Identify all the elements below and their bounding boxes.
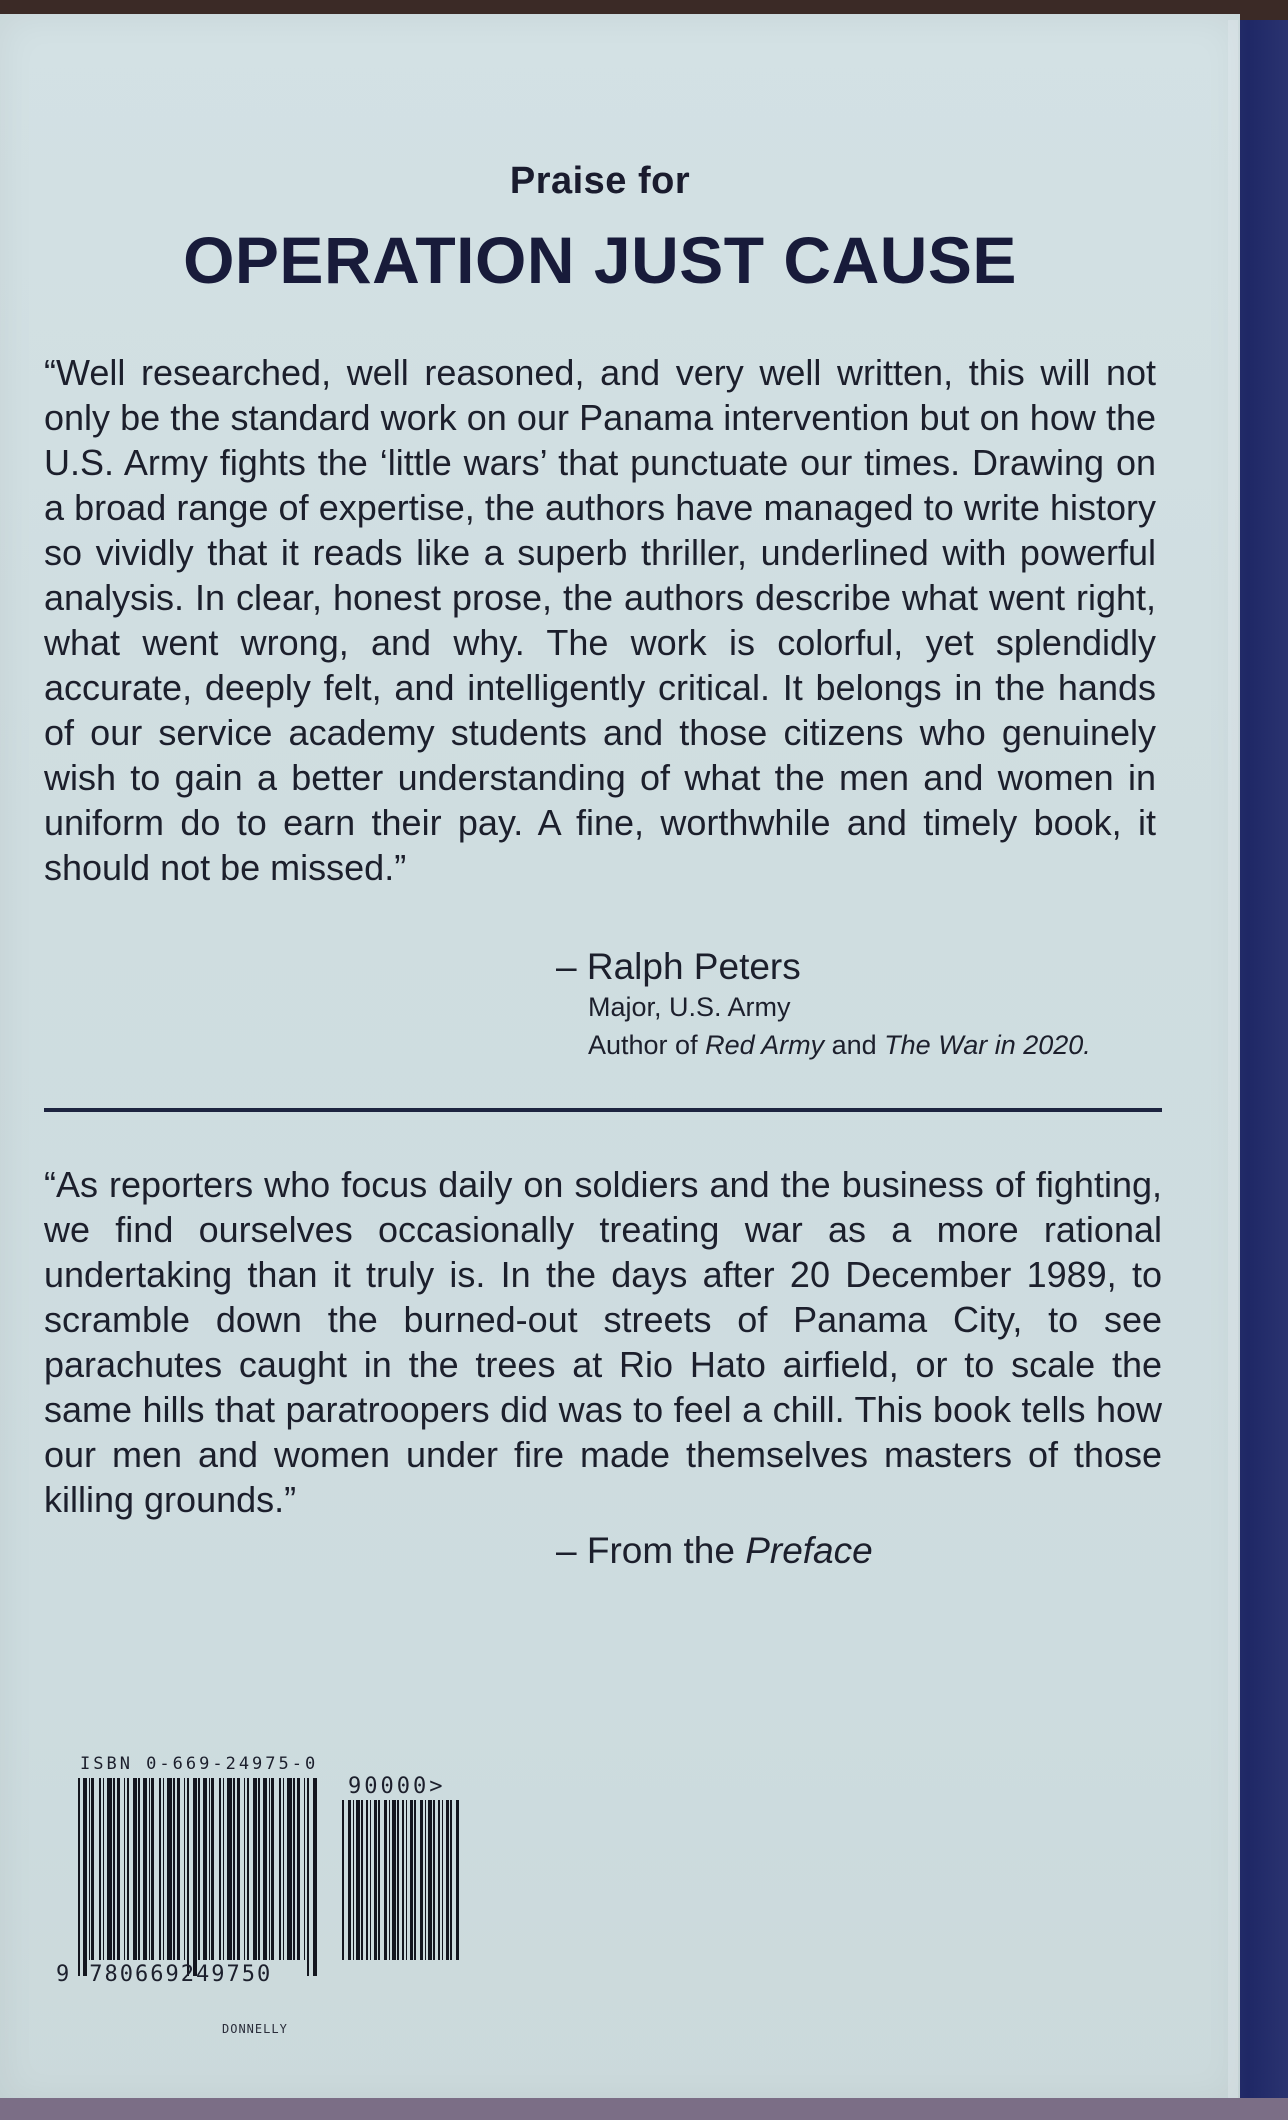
barcode-bar (99, 1778, 101, 1960)
barcode-bar (143, 1778, 147, 1960)
barcode-bar (167, 1778, 172, 1960)
barcode-bar (163, 1778, 164, 1960)
barcode-bar (149, 1778, 150, 1960)
barcode-bar (227, 1778, 232, 1960)
barcode-bar (193, 1778, 197, 1976)
barcode-bar (438, 1800, 440, 1960)
reviewer-name: – Ralph Peters (556, 946, 801, 987)
review-quote: “Well researched, well reasoned, and very well written, this will not only be the standard work on our Panama intervention but on how the U.S. Army fights the ‘little wars’ that punctuate our times. Drawing on a broad range of expertise, the authors have managed to write history so vividly that it reads like a superb thriller, underlined with powerful analysis. In clear, honest prose, the authors describe what went right, what went wrong, and why. The work is colorful, yet splendidly accurate, deeply felt, and intelligently critical. It belongs in the hands of our service academy students and those citizens who genuinely wish to gain a better understanding of what the men and women in uniform do to earn their pay. A fine, worthwhile and timely book, it should not be missed.” (44, 352, 1156, 888)
barcode-bar (209, 1778, 210, 1960)
barcode-bar (313, 1778, 317, 1976)
barcode-bar (378, 1800, 380, 1960)
barcode-bar (184, 1778, 185, 1960)
preface-prefix: – From the (556, 1530, 746, 1571)
barcode-bar (133, 1778, 137, 1960)
barcode-bar (113, 1778, 115, 1960)
ean-group-2: 249750 (180, 1962, 273, 1987)
credits-book-red-army: Red Army (705, 1030, 825, 1060)
credits-book-war-2020: The War in 2020. (884, 1030, 1091, 1060)
barcode-bar (83, 1778, 87, 1976)
barcode-bar (124, 1778, 125, 1960)
printer-mark: DONNELLY (222, 2022, 288, 2036)
barcode-bar (219, 1778, 221, 1960)
reviewer-credits (588, 1030, 1091, 1061)
barcode-bar (348, 1800, 351, 1960)
addon-barcode (340, 1800, 462, 1976)
barcode-bar (410, 1800, 413, 1960)
credits-prefix: Author of (588, 1030, 706, 1060)
barcode-bar (293, 1778, 295, 1960)
barcode-bar (89, 1778, 90, 1960)
barcode-bar (397, 1800, 399, 1960)
barcode-bar (271, 1778, 274, 1960)
reviewer-rank: Major, U.S. Army (588, 992, 791, 1022)
spine-fold-highlight (1228, 20, 1238, 2120)
barcode-bar (211, 1778, 214, 1960)
barcode-bar (366, 1800, 368, 1960)
barcode-bar (244, 1778, 245, 1960)
barcode-bar (450, 1800, 452, 1960)
barcode-bar (361, 1800, 363, 1960)
barcode-bar (223, 1778, 224, 1960)
barcode-bar (173, 1778, 175, 1960)
barcode-bar (279, 1778, 281, 1960)
preface-quote: “As reporters who focus daily on soldiers and the business of fighting, we find ourselves occasionally treating war as a more rational undertaking than it truly is. In the days after 20 December 1989, to scramble down the burned-out streets of Panama City, to see parachutes caught in the trees at Rio Hato airfield, or to scale the same hills that paratroopers did was to feel a chill. This book tells how our men and women under fire made themselves masters of those killing grounds.” (44, 1164, 1162, 1520)
barcode-bar (402, 1800, 404, 1960)
barcode-bar (287, 1778, 292, 1960)
barcode-bar (304, 1778, 305, 1960)
barcode-bar (233, 1778, 235, 1960)
ean-digits (56, 1962, 272, 1987)
credits-and: and (824, 1030, 885, 1060)
barcode-bar (384, 1800, 387, 1960)
ean-barcode (76, 1778, 320, 1976)
barcode-bar (283, 1778, 284, 1960)
barcode-bar (353, 1800, 354, 1960)
isbn-label: ISBN 0-669-24975-0 (80, 1754, 319, 1774)
barcode-bar (263, 1778, 267, 1960)
book-title: OPERATION JUST CAUSE (183, 223, 1017, 297)
ean-group-1: 780669 (89, 1962, 181, 1987)
barcode-bar (307, 1778, 309, 1976)
barcode-bar (107, 1778, 112, 1960)
barcode-bar (151, 1778, 154, 1960)
preface-source: Preface (745, 1530, 873, 1571)
barcode-bar (237, 1778, 240, 1960)
barcode-bar (91, 1778, 94, 1960)
barcode-bar (103, 1778, 104, 1960)
barcode-bar (356, 1800, 360, 1960)
barcode-bar (269, 1778, 270, 1960)
barcode-bar (420, 1800, 423, 1960)
barcode-bar (159, 1778, 161, 1960)
barcode-bar (446, 1800, 449, 1960)
cover-bottom-edge (0, 2098, 1288, 2120)
barcode-bar (247, 1778, 249, 1960)
barcode-bar (392, 1800, 396, 1960)
barcode-bar (258, 1778, 260, 1960)
barcode-bar (389, 1800, 390, 1960)
praise-heading: Praise for (509, 160, 691, 202)
section-divider (44, 1108, 1162, 1112)
barcode-bar (428, 1800, 432, 1960)
barcode-bar (297, 1778, 300, 1960)
barcode-bar (138, 1778, 140, 1960)
barcode-bar (425, 1800, 426, 1960)
barcode-bar (342, 1800, 344, 1960)
barcode-bar (198, 1778, 200, 1960)
barcode-bar (187, 1778, 189, 1976)
barcode-bar (177, 1778, 180, 1960)
barcode-bar (433, 1800, 435, 1960)
barcode-bar (442, 1800, 443, 1960)
barcode-bar (78, 1778, 80, 1976)
barcode-bar (374, 1800, 377, 1960)
barcode-bar (253, 1778, 257, 1960)
barcode-bar (406, 1800, 407, 1960)
barcode-bar (117, 1778, 120, 1960)
barcode-bar (127, 1778, 129, 1960)
barcode-bar (414, 1800, 416, 1960)
barcode-bar (456, 1800, 459, 1960)
preface-attribution (556, 1530, 873, 1572)
barcode-bar (203, 1778, 207, 1960)
price-addon-code: 90000> (348, 1774, 446, 1799)
ean-lead-digit: 9 (56, 1962, 72, 1987)
barcode-bar (370, 1800, 371, 1960)
